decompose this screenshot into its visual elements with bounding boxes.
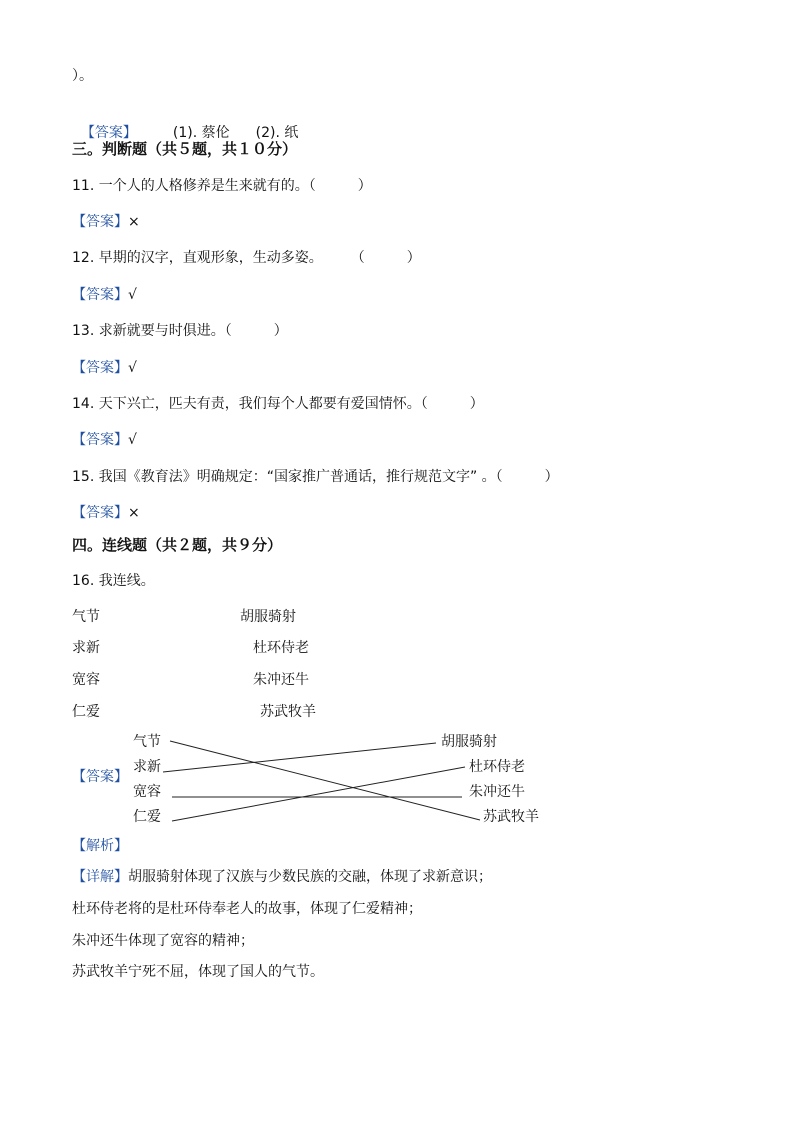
answer-right-item: 胡服骑射 — [441, 734, 497, 750]
question-14: 14. 天下兴亡，匹夫有责，我们每个人都要有爱国情怀。（ ） — [72, 396, 484, 412]
answer-left-item: 气节 — [133, 734, 161, 750]
answer-mark: × — [128, 505, 140, 521]
matching-left-item: 仁爱 — [72, 704, 100, 720]
matching-right-item: 朱冲还牛 — [253, 672, 309, 688]
answer-tag: 【答案】 — [72, 360, 128, 376]
question-12: 12. 早期的汉字，直观形象，生动多姿。 （ ） — [72, 250, 421, 266]
section-heading: 四。连线题（共２题，共９分） — [72, 536, 283, 554]
match-line-renai-duhuan — [172, 767, 465, 821]
question-16: 16. 我连线。 — [72, 573, 155, 589]
analysis-line: 苏武牧羊宁死不屈，体现了国人的气节。 — [72, 964, 324, 980]
matching-right-item: 苏武牧羊 — [260, 704, 316, 720]
matching-left-item: 气节 — [72, 609, 100, 625]
answer-mark: × — [128, 214, 140, 230]
answer-part: (2). 纸 — [255, 125, 299, 141]
analysis-text: 胡服骑射体现了汉族与少数民族的交融，体现了求新意识； — [128, 869, 492, 885]
detail-tag: 【详解】 — [72, 869, 128, 885]
section-heading: 三。判断题（共５题，共１０分） — [72, 140, 298, 158]
answer-tag: 【答案】 — [72, 769, 128, 785]
answer-right-item: 杜环侍老 — [469, 759, 525, 775]
answer-left-item: 仁爱 — [133, 809, 161, 825]
answer-left-item: 求新 — [133, 759, 161, 775]
answer-left-item: 宽容 — [133, 784, 161, 800]
question-fragment: ）。 — [72, 68, 93, 84]
matching-left-item: 宽容 — [72, 672, 100, 688]
answer-tag: 【答案】 — [72, 214, 128, 230]
answer-tag: 【答案】 — [80, 125, 137, 141]
answer-tag: 【答案】 — [72, 505, 128, 521]
answer-mark: √ — [128, 432, 137, 448]
answer-right-item: 朱冲还牛 — [469, 784, 525, 800]
question-11: 11. 一个人的人格修养是生来就有的。（ ） — [72, 178, 372, 194]
answer-tag: 【答案】 — [72, 432, 128, 448]
question-15: 15. 我国《教育法》明确规定：“国家推广普通话，推行规范文字” 。（ ） — [72, 469, 559, 485]
answer-mark: √ — [128, 287, 137, 303]
answer-mark: √ — [128, 360, 137, 376]
matching-right-item: 胡服骑射 — [240, 609, 296, 625]
analysis-line: 杜环侍老将的是杜环侍奉老人的故事，体现了仁爱精神； — [72, 901, 422, 917]
analysis-tag: 【解析】 — [72, 838, 128, 854]
analysis-line: 朱冲还牛体现了宽容的精神； — [72, 933, 254, 949]
answer-tag: 【答案】 — [72, 287, 128, 303]
matching-right-item: 杜环侍老 — [253, 640, 309, 656]
matching-left-item: 求新 — [72, 640, 100, 656]
match-line-qiuxin-hufu — [163, 743, 436, 772]
answer-part: (1). 蔡伦 — [172, 125, 230, 141]
question-13: 13. 求新就要与时俱进。（ ） — [72, 323, 288, 339]
analysis-line — [72, 867, 492, 887]
answer-right-item: 苏武牧羊 — [483, 809, 539, 825]
match-line-qijie-suwu — [170, 741, 480, 820]
